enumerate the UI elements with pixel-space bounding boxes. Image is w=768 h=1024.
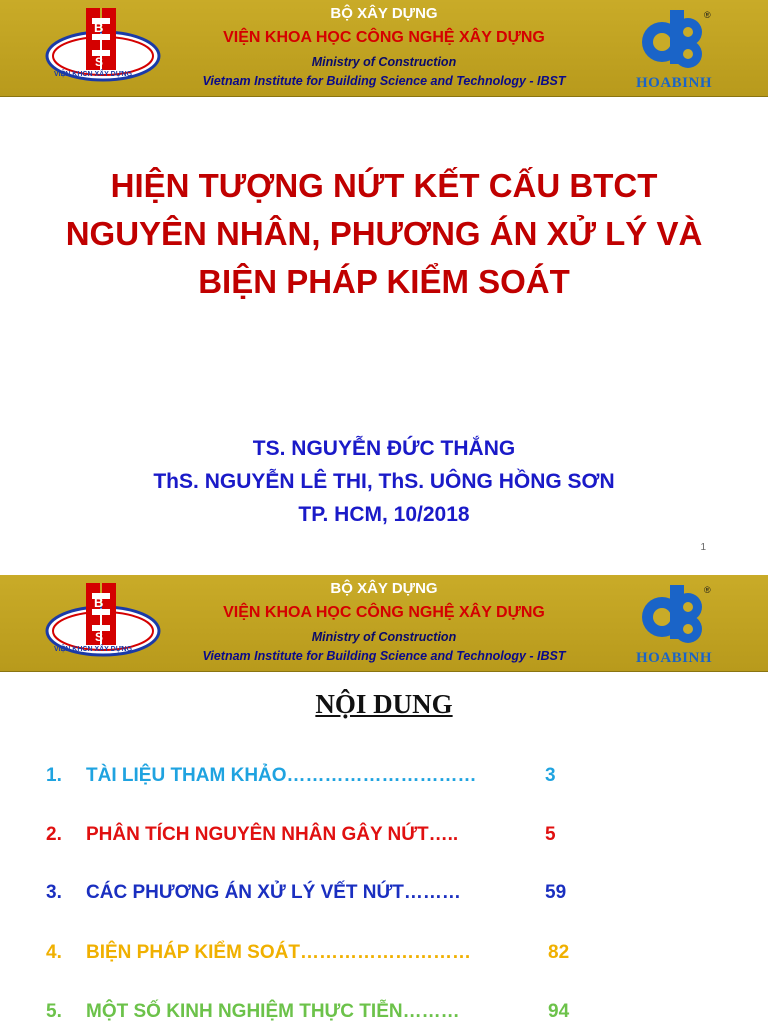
toc-item[interactable]: [46, 942, 586, 972]
ministry-name-vi: BỘ XÂY DỰNG: [330, 5, 438, 22]
presentation-title: [20, 162, 748, 306]
ibst-logo-caption: VIỆN KHCN XÂY DỰNG: [54, 646, 133, 653]
toc-label: MỘT SỐ KINH NGHIỆM THỰC TIỄN………: [86, 1001, 460, 1022]
toc-number: 4.: [46, 942, 62, 963]
authors-other: ThS. NGUYỄN LÊ THI, ThS. UÔNG HỒNG SƠN: [153, 470, 615, 493]
title-line-2: NGUYÊN NHÂN, PHƯƠNG ÁN XỬ LÝ VÀ: [65, 215, 703, 252]
toc-page: 5: [545, 824, 556, 845]
ministry-name-vi: BỘ XÂY DỰNG: [330, 580, 438, 597]
registered-mark: ®: [704, 585, 711, 595]
contents-heading: NỘI DUNG: [315, 689, 453, 719]
svg-text:S: S: [95, 630, 104, 644]
authors-block: [0, 432, 768, 531]
institute-name-vi: VIỆN KHOA HỌC CÔNG NGHỆ XÂY DỰNG: [223, 29, 545, 46]
toc-label: CÁC PHƯƠNG ÁN XỬ LÝ VẾT NỨT………: [86, 882, 461, 903]
institute-name-en: Vietnam Institute for Building Science and Technology - IBST: [202, 649, 566, 663]
ministry-name-en: Ministry of Construction: [311, 630, 457, 644]
slide-number: 1: [700, 542, 706, 553]
toc-label: TÀI LIỆU THAM KHẢO…………………………: [86, 765, 477, 786]
hoabinh-logo-text: HOABINH: [635, 650, 712, 666]
svg-text:B: B: [94, 595, 104, 610]
title-line-3: BIỆN PHÁP KIỂM SOÁT: [198, 263, 570, 300]
hoabinh-logo: [626, 4, 722, 92]
place-date: TP. HCM, 10/2018: [298, 503, 470, 526]
toc-item[interactable]: [46, 1001, 586, 1024]
hoabinh-logo-text: HOABINH: [635, 75, 712, 91]
title-line-1: HIỆN TƯỢNG NỨT KẾT CẤU BTCT: [110, 167, 658, 204]
author-main: TS. NGUYỄN ĐỨC THẮNG: [252, 437, 516, 460]
registered-mark: ®: [704, 10, 711, 20]
toc-page: 59: [545, 882, 567, 903]
toc-page: 3: [545, 765, 556, 786]
toc-page: 94: [548, 1001, 570, 1022]
toc-item[interactable]: [46, 765, 586, 795]
header-banner: [0, 0, 768, 97]
toc-label: BIỆN PHÁP KIỂM SOÁT………………………: [86, 942, 471, 963]
toc-number: 5.: [46, 1001, 62, 1022]
toc-number: 1.: [46, 765, 62, 786]
institute-name-vi: VIỆN KHOA HỌC CÔNG NGHỆ XÂY DỰNG: [223, 604, 545, 621]
svg-text:S: S: [95, 55, 104, 69]
toc-number: 3.: [46, 882, 62, 903]
svg-text:B: B: [94, 20, 104, 35]
hoabinh-logo: [626, 579, 722, 667]
toc-page: 82: [548, 942, 570, 963]
ibst-logo-caption: VIỆN KHCN XÂY DỰNG: [54, 71, 133, 78]
toc-item[interactable]: [46, 882, 586, 912]
ministry-name-en: Ministry of Construction: [311, 55, 457, 69]
toc-item[interactable]: [46, 824, 586, 854]
contents-slide: [0, 575, 768, 1024]
toc-number: 2.: [46, 824, 62, 845]
institute-name-en: Vietnam Institute for Building Science and Technology - IBST: [202, 74, 566, 88]
toc-label: PHÂN TÍCH NGUYÊN NHÂN GÂY NỨT…..: [86, 824, 459, 845]
header-banner: [0, 575, 768, 672]
